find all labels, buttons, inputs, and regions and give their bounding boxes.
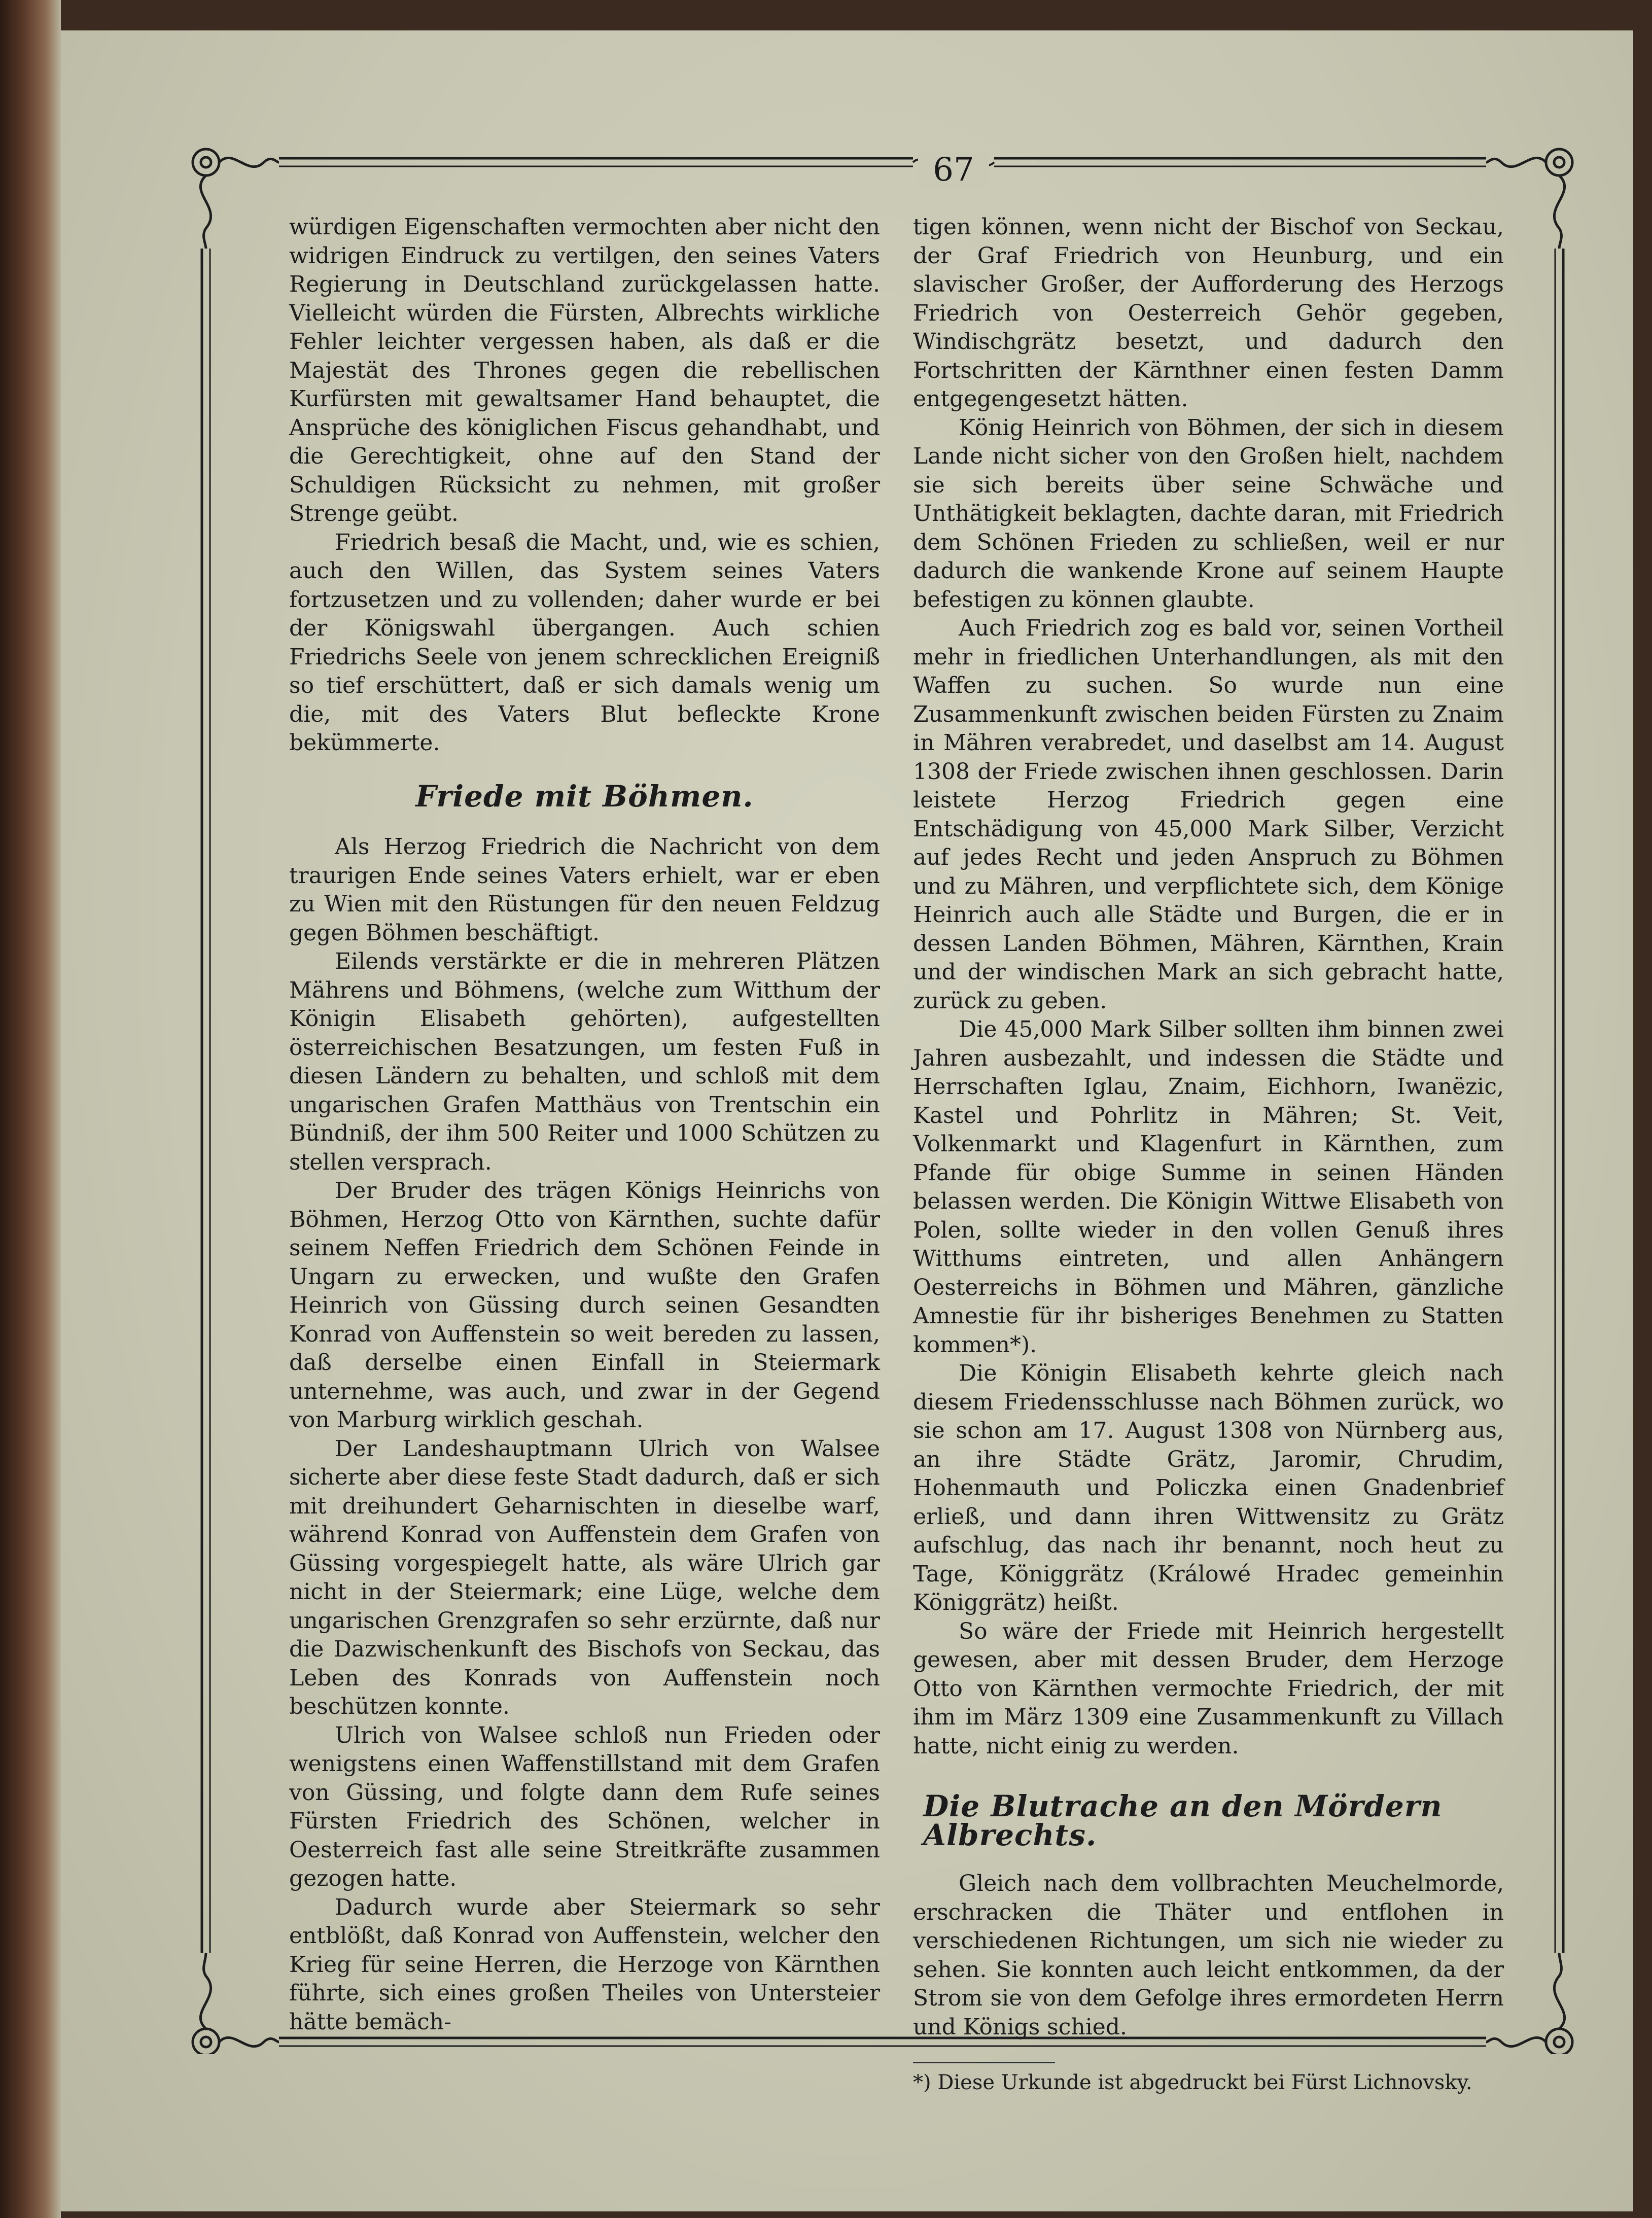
paragraph: Gleich nach dem vollbrachten Meuchelmorde, erschracken die Thäter und entflohen in verschiedenen Richtungen, um sich nie wieder zu sehen. Sie konnten auch leicht entkommen, da der Strom sie von dem Gefolge ihres ermordeten Herrn und Königs schied.: [913, 1871, 1504, 2040]
page-number: 67: [918, 151, 989, 189]
paragraph: So wäre der Friede mit Heinrich hergestellt gewesen, aber mit dessen Bruder, dem Herzoge Otto von Kärnthen vermochte Friedrich, der mit ihm im März 1309 eine Zusammenkunft zu Villach hatte, nicht einig zu werden.: [913, 1618, 1504, 1759]
footnote: *) Diese Urkunde ist abgedruckt bei Fürst Lichnovsky.: [913, 2071, 1472, 2094]
paragraph: Auch Friedrich zog es bald vor, seinen Vortheil mehr in friedlichen Unterhandlungen, als mit den Waffen zu suchen. So wurde nun eine Zusammenkunft zwischen beiden Fürsten zu Znaim in Mähren verabredet, und daselbst am 14. August 1308 der Friede zwischen ihnen geschlossen. Darin leistete Herzog Friedrich gegen eine Entschädigung von 45,000 Mark Silber, Verzicht auf jedes Recht und jeden Anspruch zu Böhmen und zu Mähren, und verpflichtete sich, dem Könige Heinrich auch alle Städte und Burgen, die er in dessen Landen Böhmen, Mähren, Kärnthen, Krain und der windischen Mark an sich gebracht hatte, zurück zu geben.: [913, 615, 1504, 1014]
paragraph: Eilends verstärkte er die in mehreren Plätzen Mährens und Böhmens, (welche zum Witthum der Königin Elisabeth gehörten), aufgestellten österreichischen Besatzungen, um festen Fuß in diesen Ländern zu behalten, und schloß mit dem ungarischen Grafen Matthäus von Trentschin ein Bündniß, der ihm 500 Reiter und 1000 Schützen zu stellen versprach.: [289, 948, 880, 1175]
book-page: [61, 30, 1633, 2211]
section-heading: Die Blutrache an den Mördern Albrechts.: [923, 1789, 1443, 1852]
paragraph: tigen können, wenn nicht der Bischof von Seckau, der Graf Friedrich von Heunburg, und ein slavischer Großer, der Aufforderung des Herzogs Friedrich von Oesterreich Gehör gegeben, Windischgrätz besetzt, und dadurch den Fortschritten der Kärnthner einen festen Damm entgegengesetzt hätten.: [913, 214, 1504, 412]
paragraph: Die Königin Elisabeth kehrte gleich nach diesem Friedensschlusse nach Böhmen zurück, wo sie schon am 17. August 1308 von Nürnberg aus, an ihre Städte Grätz, Jaromir, Chrudim, Hohenmauth und Policzka einen Gnadenbrief erließ, und dann ihren Wittwensitz zu Grätz aufschlug, das nach ihr benannt, noch heut zu Tage, Königgrätz (Králowé Hradec gemeinhin Königgrätz) heißt.: [913, 1360, 1504, 1615]
footnote-divider: [913, 2062, 1055, 2063]
paragraph: Dadurch wurde aber Steiermark so sehr entblößt, daß Konrad von Auffenstein, welcher den Krieg für seine Herren, die Herzoge von Kärnthen führte, sich eines großen Theiles von Untersteier hätte bemäch-: [289, 1894, 880, 2035]
paragraph: Der Landeshauptmann Ulrich von Walsee sicherte aber diese feste Stadt dadurch, daß er sich mit dreihundert Geharnischten in dieselbe warf, während Konrad von Auffenstein dem Grafen von Güssing vorgespiegelt hatte, als wäre Ulrich gar nicht in der Steiermark; eine Lüge, welche dem ungarischen Grenzgrafen so sehr erzürnte, daß nur die Dazwischenkunft des Bischofs von Seckau, das Leben des Konrads von Auffenstein noch beschützen konnte.: [289, 1435, 880, 1719]
paragraph: Friedrich besaß die Macht, und, wie es schien, auch den Willen, das System seines Vaters fortzusetzen und zu vollenden; daher wurde er bei der Königswahl übergangen. Auch schien Friedrichs Seele von jenem schrecklichen Ereigniß so tief erschüttert, daß er sich damals wenig um die, mit des Vaters Blut befleckte Krone bekümmerte.: [289, 529, 880, 756]
left-column: [289, 213, 880, 2036]
paragraph: Als Herzog Friedrich die Nachricht von dem traurigen Ende seines Vaters erhielt, war er eben zu Wien mit den Rüstungen für den neuen Feldzug gegen Böhmen beschäftigt.: [289, 834, 880, 946]
book-spine: [0, 0, 61, 2218]
paragraph: Ulrich von Walsee schloß nun Frieden oder wenigstens einen Waffenstillstand mit dem Grafen von Güssing, und folgte dann dem Rufe seines Fürsten Friedrich des Schönen, welcher in Oesterreich fast alle seine Streitkräfte zusammen gezogen hatte.: [289, 1722, 880, 1891]
section-heading: Friede mit Böhmen.: [415, 779, 754, 814]
paragraph: Der Bruder des trägen Königs Heinrichs von Böhmen, Herzog Otto von Kärnthen, suchte dafür seinem Neffen Friedrich dem Schönen Feinde in Ungarn zu erwecken, und wußte den Grafen Heinrich von Güssing durch seinen Gesandten Konrad von Auffenstein so weit bereden zu lassen, daß derselbe einen Einfall in Steiermark unternehme, was auch, und zwar in der Gegend von Marburg wirklich geschah.: [289, 1178, 880, 1433]
paragraph: König Heinrich von Böhmen, der sich in diesem Lande nicht sicher von den Großen hielt, nachdem sie sich bereits über seine Schwäche und Unthätigkeit beklagten, dachte daran, mit Friedrich dem Schönen Frieden zu schließen, weil er nur dadurch die wankende Krone auf seinem Haupte befestigen zu können glaubte.: [913, 414, 1504, 613]
paragraph: Die 45,000 Mark Silber sollten ihm binnen zwei Jahren ausbezahlt, und indessen die Städte und Herrschaften Iglau, Znaim, Eichhorn, Iwanëzic, Kastel und Pohrlitz in Mähren; St. Veit, Volkenmarkt und Klagenfurt in Kärnthen, zum Pfande für obige Summe in seinen Händen belassen werden. Die Königin Wittwe Elisabeth von Polen, sollte wieder in den vollen Genuß ihres Witthums eintreten, und allen Anhängern Oesterreichs in Böhmen und Mähren, gänzliche Amnestie für ihr bisheriges Benehmen zu Statten kommen*).: [913, 1016, 1504, 1358]
ornamental-frame: [183, 147, 1583, 2094]
right-column: [913, 213, 1504, 2096]
paragraph: würdigen Eigenschaften vermochten aber nicht den widrigen Eindruck zu vertilgen, den seines Vaters Regierung in Deutschland zurückgelassen hatte. Vielleicht würden die Fürsten, Albrechts wirkliche Fehler leichter vergessen haben, als daß er die Majestät des Thrones gegen die rebellischen Kurfürsten mit gewaltsamer Hand behauptet, die Ansprüche des königlichen Fiscus gehandhabt, und die Gerechtigkeit, ohne auf den Stand der Schuldigen Rücksicht zu nehmen, mit großer Strenge geübt.: [289, 214, 880, 526]
